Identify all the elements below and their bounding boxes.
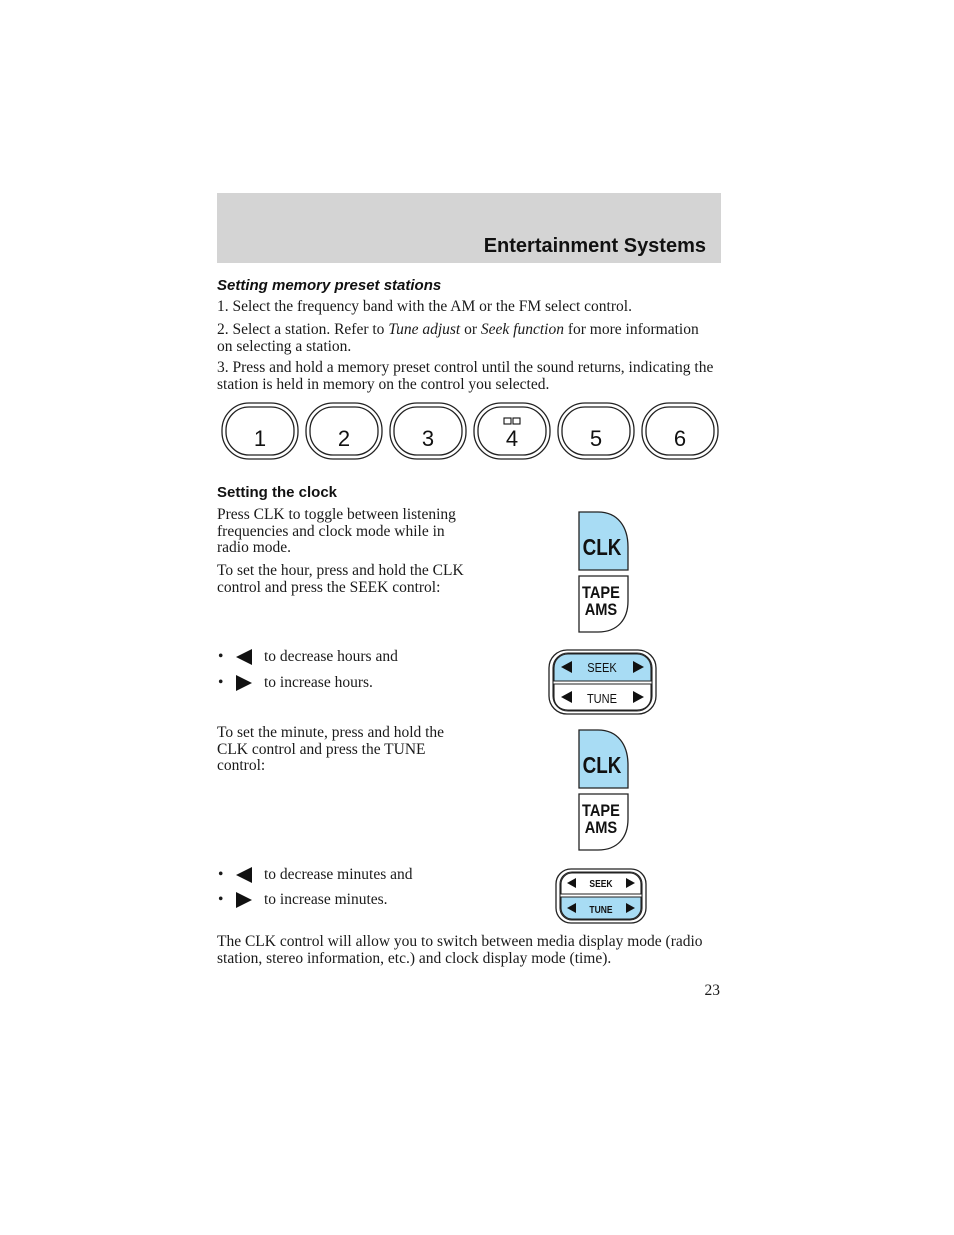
page-number: 23: [704, 982, 720, 999]
seek-tune-control-figure-1: [548, 649, 658, 716]
clock-para-1: Press CLK to toggle between listening frequencies and clock mode while in radio mode.: [217, 506, 456, 556]
left-arrow-icon: [235, 648, 253, 666]
preset-button-row: [221, 402, 721, 462]
right-arrow-icon: [235, 891, 253, 909]
seek-label: SEEK: [589, 878, 613, 890]
left-arrow-icon: [235, 866, 253, 884]
preset-button-5[interactable]: [557, 402, 635, 460]
memory-step-2: 2. Select a station. Refer to Tune adjust or Seek function for more information on selecting a station.: [217, 321, 699, 355]
memory-step-3: 3. Press and hold a memory preset control until the sound returns, indicating the station is held in memory on the control you selected.: [217, 359, 714, 393]
page-title: Entertainment Systems: [483, 235, 706, 257]
seek-tune-control-figure-2: [555, 868, 648, 925]
preset-label-6: 6: [673, 426, 687, 451]
clock-para-2: To set the hour, press and hold the CLK control and press the SEEK control:: [217, 562, 464, 596]
section-title-memory: Setting memory preset stations: [217, 277, 442, 294]
preset-label-1: 1: [253, 426, 267, 451]
tape-label: TAPE: [581, 584, 620, 603]
preset-label-3: 3: [421, 426, 435, 451]
tune-label: TUNE: [589, 904, 613, 916]
preset-label-2: 2: [337, 426, 351, 451]
header-band: [217, 193, 721, 263]
clk-control-figure-1: [576, 509, 632, 635]
seek-label: SEEK: [587, 660, 617, 676]
preset-button-1[interactable]: [221, 402, 299, 460]
clock-para-3: To set the minute, press and hold the CLK control and press the TUNE control:: [217, 724, 445, 774]
tune-label: TUNE: [586, 691, 617, 707]
preset-button-6[interactable]: [641, 402, 719, 460]
section-title-clock: Setting the clock: [217, 484, 338, 501]
tape-label: TAPE: [581, 802, 620, 821]
preset-button-3[interactable]: [389, 402, 467, 460]
memory-step-1: 1. Select the frequency band with the AM or the FM select control.: [217, 298, 632, 315]
preset-button-4[interactable]: [473, 402, 551, 460]
preset-label-4: 4: [505, 426, 519, 451]
preset-label-5: 5: [589, 426, 603, 451]
preset-button-2[interactable]: [305, 402, 383, 460]
clk-control-figure-2: [576, 727, 632, 853]
ams-label: AMS: [584, 819, 618, 838]
clk-label: CLK: [582, 753, 622, 779]
ams-label: AMS: [584, 601, 618, 620]
clock-para-4: The CLK control will allow you to switch between media display mode (radio station, stereo information, etc.) and clock display mode (time).: [217, 933, 703, 967]
clk-label: CLK: [582, 535, 622, 561]
right-arrow-icon: [235, 674, 253, 692]
